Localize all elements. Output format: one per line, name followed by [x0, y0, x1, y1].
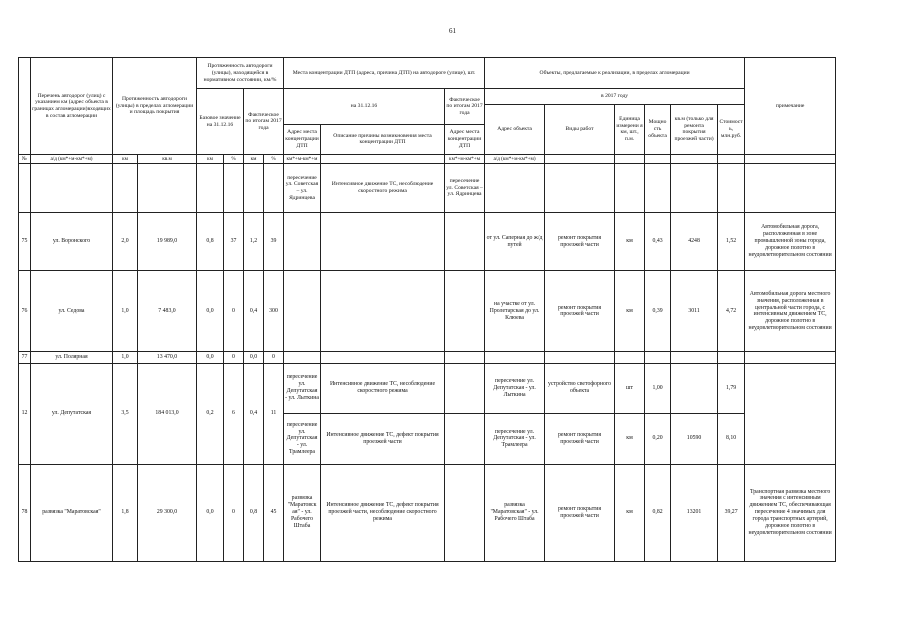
table-cell	[671, 363, 718, 414]
table-cell: %	[264, 155, 284, 164]
table-cell: км	[244, 155, 264, 164]
table-cell: км	[615, 271, 645, 352]
table-cell: пересечение ул. Депутатская - ул. Трамлеера	[284, 414, 321, 465]
table-cell: 19 989,0	[138, 212, 197, 271]
table-cell: от ул. Саперная до ж/д путей	[485, 212, 545, 271]
table-cell: пересечение ул. Депутатская - ул. Лыткина	[284, 363, 321, 414]
empty-cell	[284, 271, 321, 352]
empty-cell	[545, 164, 615, 213]
empty-cell	[284, 352, 321, 363]
empty-cell	[19, 58, 31, 155]
col-normative: Протяженность автодороги (улицы), находящейся в нормативном состоянии, км/%	[197, 58, 284, 89]
table-cell: 1,8	[113, 464, 138, 561]
col-obj-addr: Адрес объекта	[485, 104, 545, 155]
table-row	[19, 271, 836, 352]
table-cell: 0,4	[244, 363, 264, 464]
table-cell: 0,8	[197, 212, 224, 271]
table-cell: км	[615, 464, 645, 561]
table-cell: 0,0	[197, 271, 224, 352]
empty-cell	[745, 363, 836, 464]
table-cell: шт	[615, 363, 645, 414]
table-cell: ремонт покрытия проезжей части	[545, 212, 615, 271]
table-cell: 39	[264, 212, 284, 271]
table-cell: 4248	[671, 212, 718, 271]
table-cell: 7 483,0	[138, 271, 197, 352]
col-note: примечание	[745, 58, 836, 155]
col-fact-2017: Фактическое по итогам 2017 года	[244, 89, 284, 155]
table-cell: 11	[264, 363, 284, 464]
table-cell: 0,0	[244, 352, 264, 363]
table-cell: Автомобильная дорога местного значения, расположенная в центральной части города, с интенсивным движением ТС, дорожное полотно в неудовлетворительном состоянии	[745, 271, 836, 352]
table-cell: Интенсивное движение ТС, несоблюдение скоростного режима	[321, 363, 445, 414]
table-row	[19, 363, 836, 414]
empty-cell	[615, 352, 645, 363]
table-cell: развязка "Маратовская" - ул. Рабочего Штаба	[485, 464, 545, 561]
col-unit: Единица измерени я км, шт., п.м.	[615, 104, 645, 155]
table-cell	[615, 155, 645, 164]
dtp-fact-cell: пересечение ул. Советская – ул. Ядринцева	[445, 164, 485, 213]
empty-cell	[671, 352, 718, 363]
table-cell: 13201	[671, 464, 718, 561]
col-base: Базовое значение на 31.12.16	[197, 89, 244, 155]
empty-cell	[264, 164, 284, 213]
index-row	[19, 155, 836, 164]
empty-cell	[645, 164, 671, 213]
empty-cell	[284, 212, 321, 271]
table-cell: 10590	[671, 414, 718, 465]
table-cell	[745, 155, 836, 164]
table-cell: 77	[19, 352, 31, 363]
empty-cell	[445, 363, 485, 414]
empty-cell	[485, 164, 545, 213]
col-work-type: Виды работ	[545, 104, 615, 155]
table-cell: 0,20	[645, 414, 671, 465]
table-cell: 0	[224, 271, 244, 352]
table-cell: 75	[19, 212, 31, 271]
col-cost: Стоимост ь, млн.руб.	[718, 104, 745, 155]
dtp-addr-cell: пересечение ул. Советская – ул. Ядринцева	[284, 164, 321, 213]
table-row-carry	[19, 164, 836, 213]
table-cell: 39,27	[718, 464, 745, 561]
table-row	[19, 352, 836, 363]
empty-cell	[321, 212, 445, 271]
table-cell: ремонт покрытия проезжей части	[545, 271, 615, 352]
table-cell: на участке от ул. Пролетарская до ул. Клюева	[485, 271, 545, 352]
table-cell: развязка "Маратовск ая" - ул. Рабочего Штаба	[284, 464, 321, 561]
table-cell: 0	[224, 352, 244, 363]
table-cell: 6	[224, 363, 244, 464]
empty-cell	[19, 164, 31, 213]
table-cell: 12	[19, 363, 31, 464]
table-cell: 76	[19, 271, 31, 352]
table-cell: 37	[224, 212, 244, 271]
empty-cell	[445, 212, 485, 271]
table-cell: 0	[224, 464, 244, 561]
table-cell	[545, 155, 615, 164]
empty-cell	[321, 271, 445, 352]
empty-cell	[113, 164, 138, 213]
table-cell: км*+м-км*+м	[284, 155, 321, 164]
header-row-1	[19, 58, 836, 89]
empty-cell	[224, 164, 244, 213]
empty-cell	[671, 164, 718, 213]
col-dtp-addr-fact: Адрес места концентрации ДТП	[445, 124, 485, 154]
empty-cell	[445, 464, 485, 561]
table-cell: 45	[264, 464, 284, 561]
table-cell: 0,4	[244, 271, 264, 352]
table-cell: 0	[264, 352, 284, 363]
col-area: кв.м (только для ремонта покрытия проезжей части)	[671, 104, 718, 155]
col-year: в 2017 году	[485, 89, 745, 104]
table-cell: пересечение ул. Депутатская - ул. Трамлеера	[485, 414, 545, 465]
table-cell: 0,0	[197, 464, 224, 561]
table-cell: 29 300,0	[138, 464, 197, 561]
table-cell: кв.м	[138, 155, 197, 164]
table-cell: 2,0	[113, 212, 138, 271]
table-cell: №	[19, 155, 31, 164]
table-cell: км*+м-км*+м	[445, 155, 485, 164]
table-cell	[718, 155, 745, 164]
table-cell: 184 013,0	[138, 363, 197, 464]
table-cell: 8,10	[718, 414, 745, 465]
table-cell	[671, 155, 718, 164]
empty-cell	[545, 352, 615, 363]
col-power: Мощно сть объекта	[645, 104, 671, 155]
col-protyazh: Протяженность автодороги (улицы) в пределах агломерации и площадь покрытия	[113, 58, 197, 155]
table-cell: 3011	[671, 271, 718, 352]
table-cell	[321, 155, 445, 164]
empty-cell	[138, 164, 197, 213]
empty-cell	[485, 352, 545, 363]
empty-cell	[718, 352, 745, 363]
col-dtp-group: Места концентрации ДТП (адреса, причина ДТП) на автодороге (улице), шт.	[284, 58, 485, 89]
col-objects-group: Объекты, предлагаемые к реализации, в пределах агломерации	[485, 58, 745, 89]
table-cell: 0,39	[645, 271, 671, 352]
table-cell: Транспортная развязка местного значения с интенсивным движением ТС, обеспечивающая пересечение 4 значимых для города транспортных артерий, дорожное полотно в неудовлетворительном состоянии	[745, 464, 836, 561]
table-cell: а/д (км*+м-км*+м)	[485, 155, 545, 164]
table-cell: 13 470,0	[138, 352, 197, 363]
empty-cell	[745, 352, 836, 363]
table-cell: 1,00	[645, 363, 671, 414]
empty-cell	[745, 164, 836, 213]
table-cell: 3,5	[113, 363, 138, 464]
table-cell: ул. Полярная	[31, 352, 113, 363]
table-cell: км	[615, 414, 645, 465]
empty-cell	[31, 164, 113, 213]
table-cell: 0,0	[197, 352, 224, 363]
empty-cell	[445, 414, 485, 465]
table-cell: 300	[264, 271, 284, 352]
empty-cell	[718, 164, 745, 213]
dtp-reason-cell: Интенсивное движение ТС, несоблюдение скоростного режима	[321, 164, 445, 213]
table-cell: 0,8	[244, 464, 264, 561]
table-cell: Интенсивное движение ТС, дефект покрытия проезжей части	[321, 414, 445, 465]
col-dtp-date: на 31.12.16	[284, 89, 445, 124]
table-cell: устройство светофорного объекта	[545, 363, 615, 414]
table-cell: 78	[19, 464, 31, 561]
table-cell: ул. Воронского	[31, 212, 113, 271]
table-cell: 0,43	[645, 212, 671, 271]
table-cell: 1,0	[113, 271, 138, 352]
table-cell: км	[615, 212, 645, 271]
col-dtp-fact: Фактическое по итогам 2017 года	[445, 89, 485, 124]
table-cell: км	[113, 155, 138, 164]
table-cell: 0,82	[645, 464, 671, 561]
roads-table	[18, 57, 836, 562]
col-perechen: Перечень автодорог (улиц) с указанием км (адрес объекта в границах агломерации)входящих в состав агломерации	[31, 58, 113, 155]
table-cell: %	[224, 155, 244, 164]
empty-cell	[615, 164, 645, 213]
table-cell: км	[197, 155, 224, 164]
table-cell: 1,79	[718, 363, 745, 414]
table-cell: 4,72	[718, 271, 745, 352]
empty-cell	[321, 352, 445, 363]
table-cell: 1,2	[244, 212, 264, 271]
table-row	[19, 464, 836, 561]
empty-cell	[645, 352, 671, 363]
table-cell: 1,0	[113, 352, 138, 363]
table-cell: Автомобильная дорога, расположенная в зоне промышленной зоны города, дорожное полотно в неудовлетворительном состоянии	[745, 212, 836, 271]
table-cell: ремонт покрытия проезжей части	[545, 414, 615, 465]
col-dtp-reasons: Описание причины возникновения места концентрации ДТП	[321, 124, 445, 154]
empty-cell	[445, 271, 485, 352]
table-cell: пересечение ул. Депутатская - ул. Лыткина	[485, 363, 545, 414]
empty-cell	[197, 164, 224, 213]
table-cell: Интенсивное движение ТС, дефект покрытия проезжей части, несоблюдение скоростного режима	[321, 464, 445, 561]
table-cell: а/д (км*+м-км*+м)	[31, 155, 113, 164]
table-cell: ремонт покрытия проезжей части	[545, 464, 615, 561]
table-cell: ул. Депутатская	[31, 363, 113, 464]
table-cell: ул. Седова	[31, 271, 113, 352]
table-cell: развязка "Маратовская"	[31, 464, 113, 561]
table-cell	[645, 155, 671, 164]
empty-cell	[244, 164, 264, 213]
table-cell: 0,2	[197, 363, 224, 464]
page-number: 61	[449, 27, 456, 35]
table-cell: 1,52	[718, 212, 745, 271]
table-row	[19, 212, 836, 271]
col-dtp-addr: Адрес места концентрации ДТП	[284, 124, 321, 154]
empty-cell	[445, 352, 485, 363]
